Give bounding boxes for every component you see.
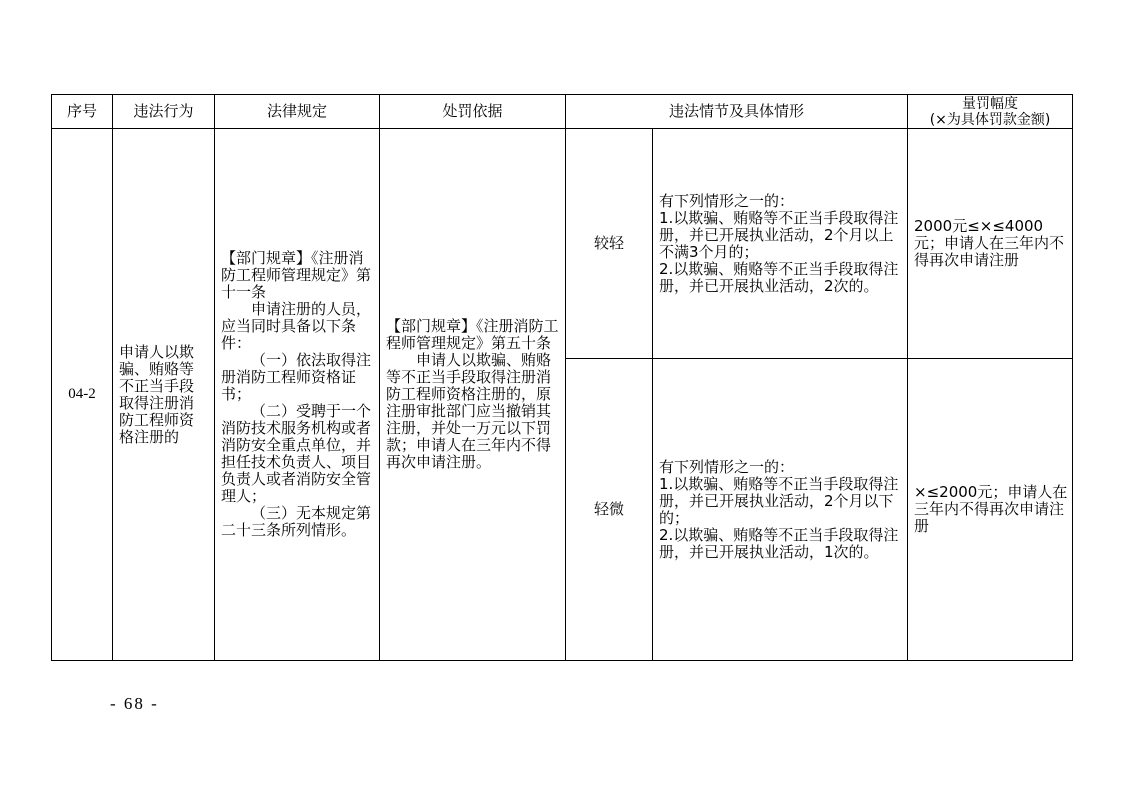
header-circumstances: 违法情节及具体情形 [566, 95, 908, 129]
circumstance-minor-item-1: 1.以欺骗、贿赂等不正当手段取得注册，并已开展执业活动，2个月以上不满3个月的； [659, 208, 899, 261]
header-violation-act: 违法行为 [113, 95, 215, 129]
header-penalty-basis: 处罚依据 [380, 95, 566, 129]
level-slight: 轻微 [566, 359, 653, 661]
law-title: 【部门规章】《注册消防工程师管理规定》第十一条 [221, 249, 372, 301]
header-penalty-range [908, 95, 1073, 129]
circumstance-slight-item-1: 1.以欺骗、贿赂等不正当手段取得注册，并已开展执业活动，2个月以下的； [659, 474, 899, 527]
range-slight-text: ×≤2000元；申请人在三年内不得再次申请注册 [914, 483, 1068, 535]
header-seq: 序号 [52, 95, 113, 129]
basis-body: 申请人以欺骗、贿赂等不正当手段取得注册消防工程师资格注册的，原注册审批部门应当撤销其注册，并处一万元以下罚款；申请人在三年内不得再次申请注册。 [386, 351, 552, 471]
row-legal-provision [215, 129, 380, 661]
range-minor [908, 129, 1073, 359]
law-intro: 申请注册的人员，应当同时具备以下条件： [221, 300, 372, 352]
table-row [52, 129, 1073, 359]
row-seq: 04-2 [52, 129, 113, 661]
law-item-1: （一）依法取得注册消防工程师资格证书； [221, 351, 372, 403]
circumstance-minor-lead: 有下列情形之一的： [659, 191, 795, 210]
page-number: - 68 - [110, 694, 159, 713]
law-item-2: （二）受聘于一个消防技术服务机构或者消防安全重点单位，并担任技术负责人、项目负责人或者消防安全管理人； [221, 402, 372, 505]
header-penalty-range-line1: 量罚幅度 [962, 95, 1019, 112]
level-minor: 较轻 [566, 129, 653, 359]
penalty-standard-table [51, 94, 1073, 661]
range-minor-text: 2000元≤×≤4000元；申请人在三年内不得再次申请注册 [914, 217, 1065, 269]
circumstance-minor-item-2: 2.以欺骗、贿赂等不正当手段取得注册，并已开展执业活动，2次的。 [659, 259, 899, 295]
table-header-row [52, 95, 1073, 129]
law-item-3: （三）无本规定第二十三条所列情形。 [221, 504, 372, 539]
circumstance-slight [653, 359, 908, 661]
circumstance-slight-item-2: 2.以欺骗、贿赂等不正当手段取得注册，并已开展执业活动，1次的。 [659, 525, 899, 561]
row-violation-act-text: 申请人以欺骗、贿赂等不正当手段取得注册消防工程师资格注册的 [119, 342, 195, 446]
row-penalty-basis [380, 129, 566, 661]
range-slight [908, 359, 1073, 661]
row-violation-act [113, 129, 215, 661]
header-legal-provision: 法律规定 [215, 95, 380, 129]
circumstance-minor [653, 129, 908, 359]
header-penalty-range-line2: (×为具体罚款金额) [929, 111, 1051, 128]
basis-title: 【部门规章】《注册消防工程师管理规定》第五十条 [386, 317, 559, 352]
circumstance-slight-lead: 有下列情形之一的： [659, 457, 795, 476]
